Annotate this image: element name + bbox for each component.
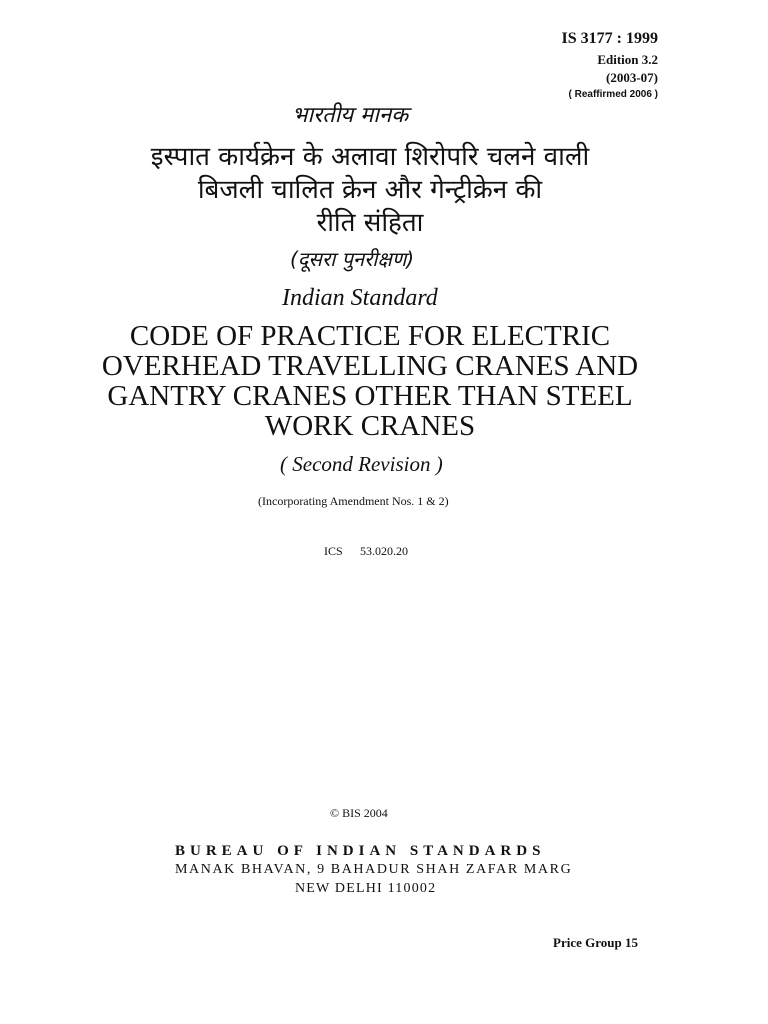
publisher-address-line-1: MANAK BHAVAN, 9 BAHADUR SHAH ZAFAR MARG <box>175 862 573 877</box>
reaffirmed-note: ( Reaffirmed 2006 ) <box>568 89 658 100</box>
hindi-standard-label: भारतीय मानक <box>292 103 409 128</box>
english-title-line-1: CODE OF PRACTICE FOR ELECTRIC <box>129 320 611 352</box>
english-title-line-3: GANTRY CRANES OTHER THAN STEEL <box>107 380 633 412</box>
english-title-line-2: OVERHEAD TRAVELLING CRANES AND <box>101 350 639 382</box>
edition-label: Edition 3.2 <box>597 52 658 67</box>
copyright-notice: © BIS 2004 <box>330 806 388 820</box>
publisher-address-line-2: NEW DELHI 110002 <box>295 881 437 896</box>
ics-value: 53.020.20 <box>360 544 408 558</box>
hindi-title-line-2: बिजली चालित क्रेन और गेन्ट्रीक्रेन की <box>197 175 543 205</box>
standard-number: IS 3177 : 1999 <box>561 30 658 47</box>
edition-date: (2003-07) <box>606 70 658 85</box>
hindi-revision: (दूसरा पुनरीक्षण) <box>290 247 415 271</box>
ics-label: ICS <box>324 544 343 558</box>
price-group: Price Group 15 <box>553 935 638 950</box>
english-standard-label: Indian Standard <box>282 285 438 311</box>
publisher-name: BUREAU OF INDIAN STANDARDS <box>175 843 546 859</box>
english-revision: ( Second Revision ) <box>280 452 443 476</box>
hindi-title-line-1: इस्पात कार्यक्रेन के अलावा शिरोपरि चलने वाली <box>150 142 590 172</box>
hindi-title-line-3: रीति संहिता <box>316 208 424 238</box>
english-title-line-4: WORK CRANES <box>264 410 476 442</box>
amendment-note: (Incorporating Amendment Nos. 1 & 2) <box>258 494 449 508</box>
